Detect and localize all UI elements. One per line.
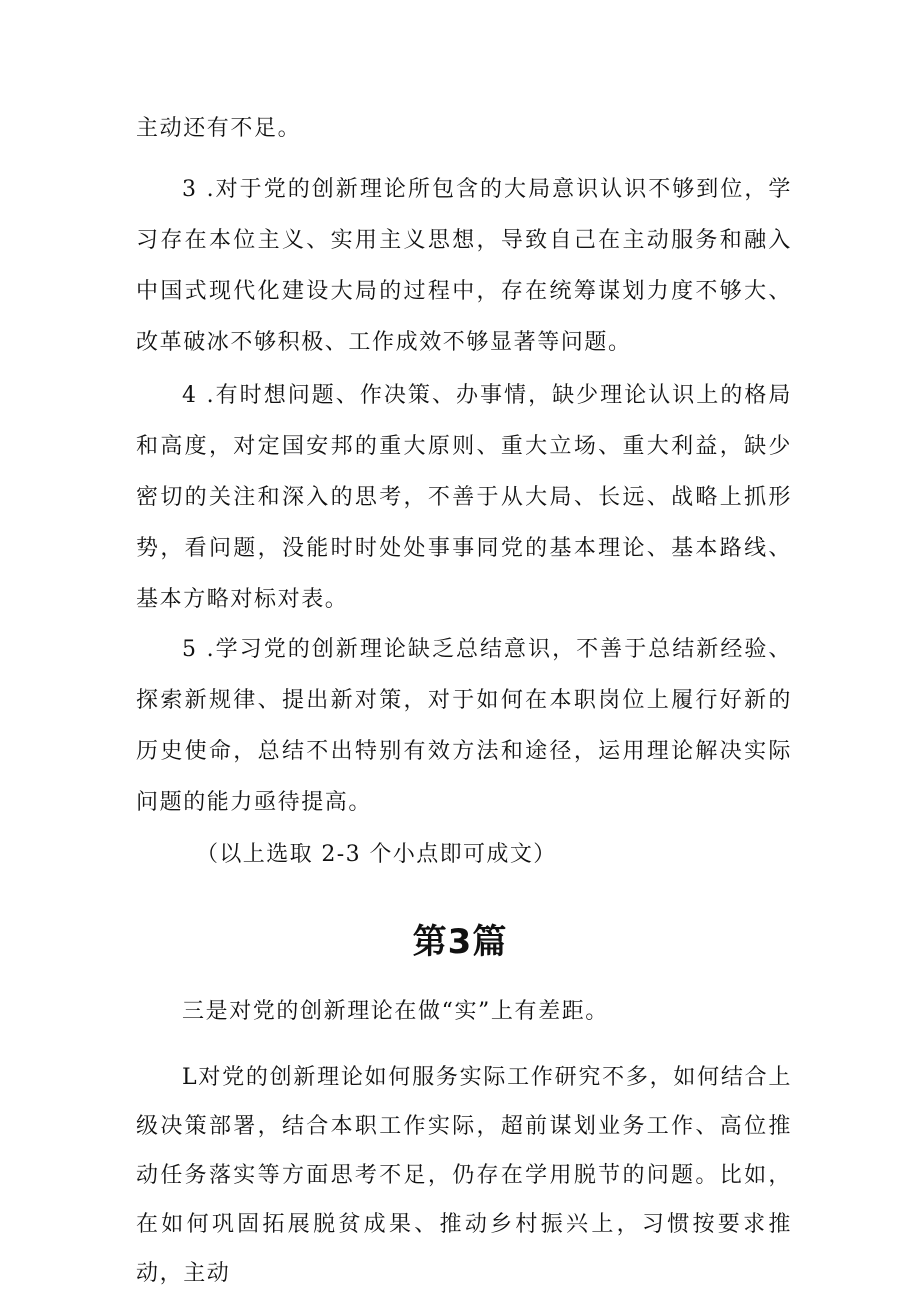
selection-note: （以上选取 2-3 个小点即可成文） [196,842,557,867]
paragraph-fragment: 主动还有不足。 [136,116,302,141]
paragraph-item-5: 5 .学习党的创新理论缺乏总结意识，不善于总结新经验、探索新规律、提出新对策，对于如何在本职岗位上履行好新的历史使命，总结不出特别有效方法和途径，运用理论解决实际问题的能力亟待提高。 [136,637,792,815]
section-heading: 第3篇 [412,922,508,962]
section-subtitle: 三是对党的创新理论在做“实”上有差距。 [182,999,609,1024]
section-paragraph-1: L对党的创新理论如何服务实际工作研究不多，如何结合上级决策部署，结合本职工作实际，超前谋划业务工作、高位推动任务落实等方面思考不足，仍存在学用脱节的问题。比如，在如何巩固拓展脱贫成果、推动乡村振兴上，习惯按要求推动，主动 [136,1065,792,1286]
paragraph-item-4: 4 .有时想问题、作决策、办事情，缺少理论认识上的格局和高度，对定国安邦的重大原则、重大立场、重大利益，缺少密切的关注和深入的思考，不善于从大局、长远、战略上抓形势，看问题，没能时时处处事事同党的基本理论、基本路线、基本方略对标对表。 [136,383,792,612]
paragraph-item-3: 3 .对于党的创新理论所包含的大局意识认识不够到位，学习存在本位主义、实用主义思想，导致自己在主动服务和融入中国式现代化建设大局的过程中，存在统筹谋划力度不够大、改革破冰不够积极、工作成效不够显著等问题。 [136,177,792,355]
